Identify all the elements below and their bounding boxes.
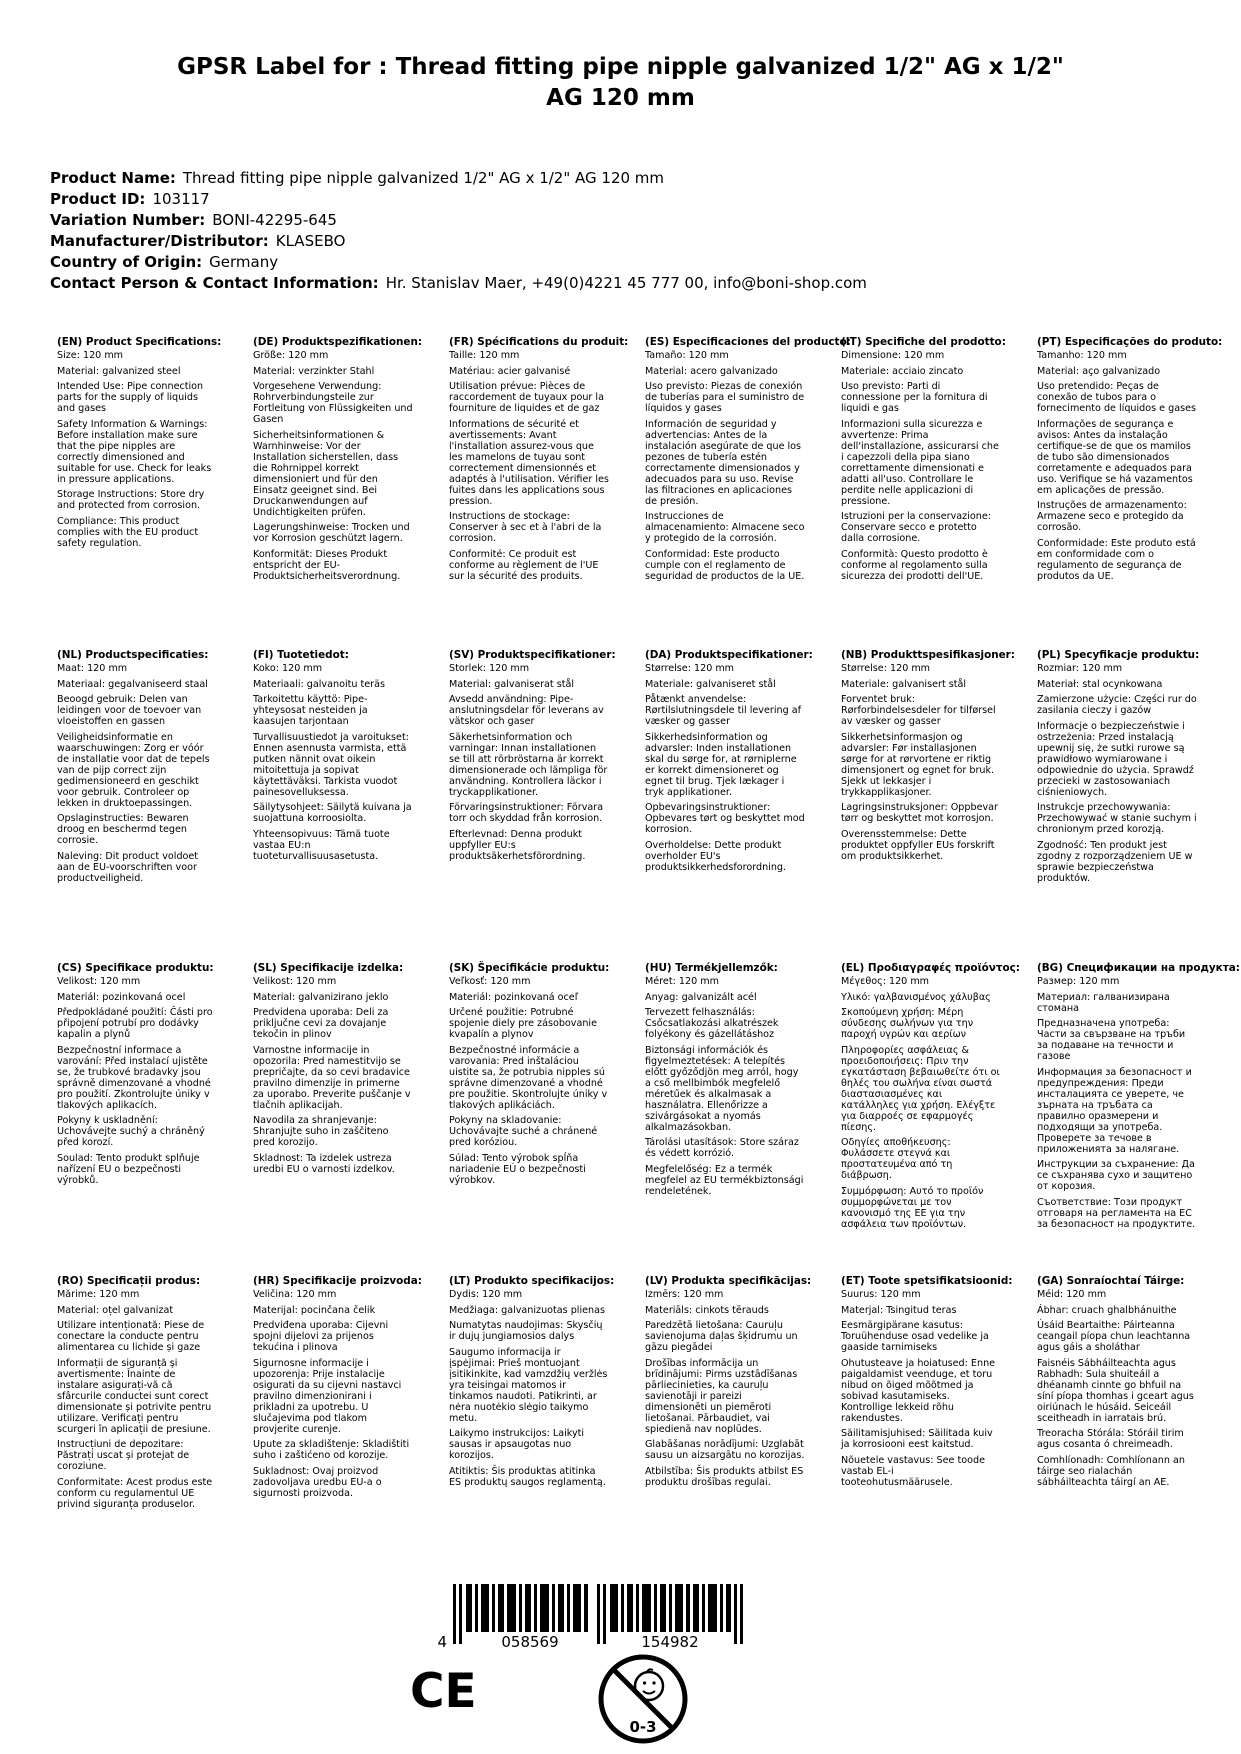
spec-paragraph: Predvidena uporaba: Deli za priključne cevi za dovajanje tekočin in plinov — [253, 1007, 389, 1040]
page-title: GPSR Label for : Thread fitting pipe nipple galvanized 1/2" AG x 1/2" AG 120 mm — [177, 54, 1064, 111]
product-info-value: Hr. Stanislav Maer, +49(0)4221 45 777 00, info@boni-shop.com — [385, 274, 867, 292]
spec-paragraph: Bezpečnostní informace a varování: Před instalací ujistěte se, že trubkové bradavky jsou správně dimenzované a vhodné pro použití. Zkontrolujte úniky v tlakových aplikacích. — [57, 1044, 211, 1111]
spec-block — [841, 336, 1022, 649]
spec-paragraph: Suurus: 120 mm — [841, 1289, 921, 1300]
spec-paragraph: Medžiaga: galvanizuotas plienas — [449, 1304, 605, 1316]
spec-paragraph: Úsáid Beartaithe: Páirteanna ceangail píopa chun leachtanna agus gáis a sholáthar — [1037, 1320, 1191, 1353]
spec-block — [841, 649, 1022, 962]
spec-paragraph: Istruzioni per la conservazione: Conservare secco e protetto dalla corrosione. — [841, 511, 991, 544]
spec-block-header: (GA) Sonraíochtaí Táirge: — [1037, 1275, 1185, 1287]
spec-block-body — [1037, 1289, 1218, 1488]
spec-paragraph: Treoracha Stórála: Stóráil tirim agus cosanta ó chreimeadh. — [1037, 1428, 1184, 1450]
spec-paragraph: Instrukcje przechowywania: Przechowywać w stanie suchym i chronionym przed korozją. — [1037, 802, 1197, 835]
spec-paragraph: Sukladnost: Ovaj proizvod zadovoljava uredbu EU-a o sigurnosti proizvoda. — [253, 1465, 382, 1499]
spec-block-body — [253, 350, 434, 582]
spec-paragraph: Инструкции за съхранение: Да се съхранява сухо и защитено от корозия. — [1037, 1159, 1195, 1192]
spec-block-header: (LT) Produkto specifikacijos: — [449, 1275, 615, 1287]
spec-paragraph: Súlad: Tento výrobok spĺňa nariadenie EÚ o bezpečnosti výrobkov. — [449, 1152, 586, 1186]
spec-paragraph: Materiale: galvanisert stål — [841, 678, 967, 690]
spec-paragraph: Ábhar: cruach ghalbhánuithe — [1037, 1304, 1177, 1316]
spec-paragraph: Rozmiar: 120 mm — [1037, 663, 1123, 674]
spec-paragraph: Vorgesehene Verwendung: Rohrverbindungsteile zur Fortleitung von Flüssigkeiten und Gasen — [253, 381, 413, 425]
spec-block — [57, 336, 238, 649]
spec-paragraph: Efterlevnad: Denna produkt uppfyller EU:s produktsäkerhetsförordning. — [449, 828, 586, 862]
product-info-row — [50, 210, 867, 231]
spec-block — [1037, 649, 1218, 962]
spec-paragraph: Material: galvaniserat stål — [449, 678, 575, 690]
spec-block — [253, 336, 434, 649]
spec-block-body — [57, 976, 238, 1186]
spec-paragraph: Compliance: This product complies with the EU product safety regulation. — [57, 515, 199, 549]
spec-paragraph: Taille: 120 mm — [449, 350, 520, 361]
spec-paragraph: Skladnost: Ta izdelek ustreza uredbi EU o varnosti izdelkov. — [253, 1152, 395, 1175]
spec-paragraph: Sikkerhetsinformasjon og advarsler: Før installasjonen sørge for at rørvortene er riktig dimensjonert og egnet for bruk. Sjekk ut lekkasjer i trykkapplikasjoner. — [841, 731, 995, 798]
spec-paragraph: Размер: 120 mm — [1037, 976, 1120, 987]
spec-paragraph: Σκοπούμενη χρήση: Μέρη σύνδεσης σωλήνων για την παροχή υγρών και αερίων — [841, 1007, 974, 1040]
spec-block-body — [449, 350, 630, 582]
spec-block-body — [841, 350, 1022, 582]
spec-paragraph: Ohutusteave ja hoiatused: Enne paigaldamist veenduge, et toru nibud on õiged mõõtmed ja sobivad kasutamiseks. Kontrollige lekkeid rõhu rakendustes. — [841, 1357, 996, 1424]
spec-paragraph: Material: galvanized steel — [57, 365, 181, 377]
spec-paragraph: Drošības informācija un brīdinājumi: Pirms uzstādīšanas pārliecinieties, ka cauruļu savienotāji ir pareizi dimensionēti un piemēroti lietošanai. Pārbaudiet, vai spiedienā nav noplūdes. — [645, 1357, 798, 1435]
spec-paragraph: Biztonsági információk és figyelmeztetések: A telepítés előtt győződjön meg arról, hogy a cső mellbimbók megfelelő méretűek és alkalmasak a használatra. Ellenőrizze a szivárgásokat a nyomás alkalmazásokban. — [645, 1044, 799, 1133]
spec-paragraph: Comhlíonadh: Comhlíonann an táirge seo rialachán sábháilteachta táirgí an AE. — [1037, 1454, 1185, 1488]
barcode-digits-group1: 058569 — [501, 1633, 559, 1651]
spec-paragraph: Megfelelőség: Ez a termék megfelel az EU termékbiztonsági rendeletének. — [645, 1163, 804, 1197]
spec-paragraph: Utilisation prévue: Pièces de raccordement de tuyaux pour la fourniture de liquides et de gaz — [449, 381, 604, 414]
spec-paragraph: Informacje o bezpieczeństwie i ostrzeżenia: Przed instalacją upewnij się, że sutki rurowe są prawidłowo wymiarowane i odpowiednie do użycia. Sprawdź przecieki w zastosowaniach ciśnieniowych. — [1037, 720, 1194, 798]
spec-block-body — [645, 976, 826, 1197]
spec-paragraph: Intended Use: Pipe connection parts for the supply of liquids and gases — [57, 381, 204, 414]
spec-paragraph: Materiale: galvaniseret stål — [645, 678, 776, 690]
barcode-digits-group2: 154982 — [641, 1633, 699, 1651]
product-info-value: 103117 — [152, 190, 210, 208]
spec-block-header: (EN) Product Specifications: — [57, 336, 222, 348]
spec-block-body — [1037, 663, 1218, 884]
spec-paragraph: Информация за безопасност и предупреждения: Преди инсталацията се уверете, че зърната на тръбата са правилно оразмерени и подходящи за употреба. Проверете за течове в приложенията за налягане. — [1037, 1066, 1192, 1155]
spec-paragraph: Velikost: 120 mm — [57, 976, 141, 987]
spec-block — [1037, 336, 1223, 649]
spec-block-header: (FI) Tuotetiedot: — [253, 649, 349, 661]
spec-block — [841, 1275, 1022, 1514]
spec-paragraph: Varnostne informacije in opozorila: Pred namestitvijo se prepričajte, da so cevi bradavice pravilno dimenzije in primerne za uporabo. Preverite puščanje v tlačnih aplikacijah. — [253, 1044, 411, 1111]
spec-paragraph: Anyag: galvanizált acél — [645, 991, 757, 1003]
spec-paragraph: Opbevaringsinstruktioner: Opbevares tørt og beskyttet mod korrosion. — [645, 802, 805, 835]
spec-block-body — [57, 350, 238, 549]
spec-paragraph: Información de seguridad y advertencias: Antes de la instalación asegúrate de que los pezones de tubería estén correctamente dimensionados y adecuados para su uso. Revise las filtraciones en aplicaciones de presión. — [645, 418, 802, 507]
product-info-row — [50, 252, 867, 273]
spec-block-body — [449, 976, 630, 1186]
spec-paragraph: Navodila za shranjevanje: Shranjujte suho in zaščiteno pred korozijo. — [253, 1115, 389, 1148]
spec-paragraph: Mărime: 120 mm — [57, 1289, 140, 1300]
spec-paragraph: Veiligheidsinformatie en waarschuwingen: Zorg er vóór de installatie voor dat de tepels van de pijp correct zijn gedimensioneerd en geschikt voor gebruik. Controleer op lekken in druktoepassingen. — [57, 731, 210, 809]
spec-block-body — [253, 663, 434, 862]
spec-paragraph: Storage Instructions: Store dry and protected from corrosion. — [57, 489, 205, 511]
spec-paragraph: Izmērs: 120 mm — [645, 1289, 724, 1300]
spec-paragraph: Materjal: Tsingitud teras — [841, 1304, 957, 1316]
spec-paragraph: Informazioni sulla sicurezza e avvertenze: Prima dell'installazione, assicurarsi che i capezzoli della pipa siano correttamente dimensionati e adatti all'uso. Controllare le perdite nelle applicazioni di pressione. — [841, 418, 999, 507]
product-info-row — [50, 168, 867, 189]
spec-block-header: (EL) Προδιαγραφές προϊόντος: — [841, 962, 1020, 974]
spec-paragraph: Soulad: Tento produkt splňuje nařízení EU o bezpečnosti výrobků. — [57, 1152, 200, 1186]
product-info-value: KLASEBO — [275, 232, 346, 250]
spec-paragraph: Dydis: 120 mm — [449, 1289, 523, 1300]
spec-block-header: (LV) Produkta specifikācijas: — [645, 1275, 812, 1287]
spec-paragraph: Predviđena uporaba: Cijevni spojni dijelovi za prijenos tekućina i plinova — [253, 1320, 389, 1353]
language-specs-grid — [57, 336, 1240, 1514]
spec-block-header: (PT) Especificações do produto: — [1037, 336, 1223, 348]
spec-paragraph: Méret: 120 mm — [645, 976, 719, 987]
spec-paragraph: Size: 120 mm — [57, 350, 124, 361]
spec-block-header: (SK) Špecifikácie produktu: — [449, 962, 610, 974]
spec-paragraph: Tamanho: 120 mm — [1037, 350, 1127, 361]
spec-paragraph: Sikkerhedsinformation og advarsler: Inden installationen skal du sørge for, at rørniplerne er korrekt dimensioneret og egnet til brug. Tjek lækager i tryk applikationer. — [645, 731, 797, 798]
spec-paragraph: Paredzētā lietošana: Cauruļu savienojuma daļas šķidrumu un gāzu piegādei — [645, 1320, 798, 1353]
spec-block-header: (DE) Produktspezifikationen: — [253, 336, 422, 348]
spec-block — [253, 1275, 434, 1514]
spec-paragraph: Påtænkt anvendelse: Rørtilslutningsdele til levering af væsker og gasser — [645, 694, 801, 727]
spec-paragraph: Upute za skladištenje: Skladištiti suho i zaštićeno od korozije. — [253, 1439, 410, 1461]
spec-block-body — [57, 1289, 238, 1510]
spec-paragraph: Avsedd användning: Pipe-anslutningsdelar för leverans av vätskor och gaser — [449, 694, 604, 727]
spec-block — [1037, 1275, 1218, 1514]
spec-paragraph: Faisnéis Sábháilteachta agus Rabhadh: Sula shuiteáil a dhéanamh cinnte go bhfuil na síní píopa thomhas i gceart agus oiriúnach le húsáid. Seiceáil sceitheadh in iarratais brú. — [1037, 1357, 1194, 1424]
spec-paragraph: Lagerungshinweise: Trocken und vor Korrosion geschützt lagern. — [253, 522, 410, 544]
spec-block-body — [841, 976, 1022, 1230]
spec-block — [645, 336, 851, 649]
spec-block — [645, 1275, 826, 1514]
spec-paragraph: Maat: 120 mm — [57, 663, 128, 674]
spec-block — [841, 962, 1022, 1275]
spec-block-header: (ET) Toote spetsifikatsioonid: — [841, 1275, 1013, 1287]
spec-paragraph: Materijal: pocinčana čelik — [253, 1304, 376, 1316]
product-info — [50, 168, 867, 294]
spec-paragraph: Conformidade: Este produto está em conformidade com o regulamento de segurança de produtos da UE. — [1037, 537, 1196, 582]
spec-paragraph: Eesmärgipärane kasutus: Toruühenduse osad vedelike ja gaaside tarnimiseks — [841, 1320, 989, 1353]
spec-paragraph: Μέγεθος: 120 mm — [841, 976, 930, 987]
spec-paragraph: Bezpečnostné informácie a varovania: Pred inštaláciou uistite sa, že potrubia nipples sú správne dimenzované a vhodné pre použitie. Skontrolujte úniky v tlakových aplikáciách. — [449, 1044, 608, 1111]
spec-block-header: (NB) Produkttspesifikasjoner: — [841, 649, 1015, 661]
spec-paragraph: Instruções de armazenamento: Armazene seco e protegido da corrosão. — [1037, 500, 1187, 533]
spec-paragraph: Tarkoitettu käyttö: Pipe-yhteysosat nesteiden ja kaasujen tarjontaan — [253, 694, 368, 727]
spec-paragraph: Instrucciones de almacenamiento: Almacene seco y protegido de la corrosión. — [645, 511, 805, 544]
spec-block-header: (CS) Specifikace produktu: — [57, 962, 214, 974]
spec-block — [449, 1275, 630, 1514]
spec-paragraph: Materiál: pozinkovaná oceľ — [449, 991, 579, 1003]
spec-block — [57, 1275, 238, 1514]
spec-block — [1037, 962, 1240, 1275]
spec-paragraph: Οδηγίες αποθήκευσης: Φυλάσσετε στεγνά και προστατευμένα από τη διάβρωση. — [841, 1137, 953, 1181]
spec-block-body — [449, 1289, 630, 1488]
spec-paragraph: Laikymo instrukcijos: Laikyti sausas ir apsaugotas nuo korozijos. — [449, 1428, 585, 1461]
spec-paragraph: Atitiktis: Šis produktas atitinka ES produktų saugos reglamentą. — [449, 1465, 606, 1488]
spec-paragraph: Conformidad: Este producto cumple con el reglamento de seguridad de productos de la UE. — [645, 548, 805, 582]
product-info-row — [50, 189, 867, 210]
product-info-label: Product Name: — [50, 169, 176, 187]
spec-block-body — [841, 663, 1022, 862]
spec-block-body — [253, 976, 434, 1175]
spec-block-header: (BG) Спецификации на продукта: — [1037, 962, 1240, 974]
spec-paragraph: Conformitate: Acest produs este conform cu regulamentul UE privind siguranța produselor. — [57, 1476, 213, 1510]
spec-paragraph: Dimensione: 120 mm — [841, 350, 945, 361]
spec-paragraph: Съответствие: Този продукт отговаря на регламента на ЕС за безопасност на продуктите. — [1037, 1196, 1196, 1230]
spec-paragraph: Matériau: acier galvanisé — [449, 365, 571, 377]
spec-paragraph: Förvaringsinstruktioner: Förvara torr och skyddad från korrosion. — [449, 802, 604, 824]
spec-block — [449, 962, 630, 1275]
spec-block-header: (FR) Spécifications du produit: — [449, 336, 629, 348]
spec-block-header: (PL) Specyfikacje produktu: — [1037, 649, 1200, 661]
spec-block-body — [1037, 976, 1218, 1230]
spec-block-header: (DA) Produktspecifikationer: — [645, 649, 813, 661]
spec-paragraph: Předpokládané použití: Části pro připojení potrubí pro dodávky kapalin a plynů — [57, 1007, 213, 1040]
spec-paragraph: Safety Information & Warnings: Before installation make sure that the pipe nipples are correctly dimensioned and suitable for use. Check for leaks in pressure applications. — [57, 418, 212, 485]
spec-paragraph: Forventet bruk: Rørforbindelsesdeler for tilførsel av væsker og gasser — [841, 694, 996, 727]
spec-paragraph: Material: verzinkter Stahl — [253, 365, 375, 377]
spec-paragraph: Velikost: 120 mm — [253, 976, 337, 987]
spec-paragraph: Yhteensopivuus: Tämä tuote vastaa EU:n tuoteturvallisuusasetusta. — [253, 828, 390, 862]
spec-paragraph: Storlek: 120 mm — [449, 663, 530, 674]
spec-paragraph: Zamierzone użycie: Części rur do zasilania cieczy i gazów — [1037, 694, 1197, 716]
spec-paragraph: Naleving: Dit product voldoet aan de EU-voorschriften voor productveiligheid. — [57, 850, 199, 884]
spec-paragraph: Συμμόρφωση: Αυτό το προϊόν συμμορφώνεται με τον κανονισμό της ΕΕ για την ασφάλεια των προϊόντων. — [841, 1185, 984, 1230]
spec-paragraph: Größe: 120 mm — [253, 350, 329, 361]
spec-paragraph: Instrucțiuni de depozitare: Păstrați uscat și protejat de coroziune. — [57, 1439, 190, 1472]
spec-paragraph: Nõuetele vastavus: See toode vastab EL-i tooteohutusmäärusele. — [841, 1454, 985, 1488]
ce-mark-label: CE — [410, 1664, 477, 1719]
spec-block — [449, 649, 630, 962]
spec-paragraph: Conformité: Ce produit est conforme au règlement de l'UE sur la sécurité des produits. — [449, 548, 599, 582]
spec-block-header: (HU) Termékjellemzők: — [645, 962, 778, 974]
product-info-label: Country of Origin: — [50, 253, 203, 271]
product-info-label: Contact Person & Contact Information: — [50, 274, 379, 292]
spec-paragraph: Turvallisuustiedot ja varoitukset: Ennen asennusta varmista, että putken nännit ovat oikein mitoitettuja ja sopivat käytettäväksi. Tarkista vuodot painesovelluksessa. — [253, 731, 409, 798]
spec-paragraph: Materiale: acciaio zincato — [841, 365, 964, 377]
spec-block — [645, 649, 826, 962]
spec-paragraph: Sigurnosne informacije i upozorenja: Prije instalacije osigurati da su cijevni nastavci pravilno dimenzionirani i prikladni za upotrebu. U slučajevima pod tlakom provjerite curenje. — [253, 1357, 402, 1435]
barcode-digit-prefix: 4 — [437, 1633, 447, 1651]
spec-block — [57, 649, 238, 962]
spec-paragraph: Informations de sécurité et avertissements: Avant l'installation assurez-vous que les mamelons de tuyau sont correctement dimensionnés et adaptés à l'utilisation. Vérifier les fuites dans les applications sous pression. — [449, 418, 609, 507]
spec-paragraph: Instructions de stockage: Conserver à sec et à l'abri de la corrosion. — [449, 511, 602, 544]
spec-paragraph: Saugumo informacija ir įspėjimai: Prieš montuojant įsitikinkite, kad vamzdžių veržlės yra teisingai matomos ir tinkamos naudoti. Patikrinti, ar nėra nuotėkio slėgio taikymo metu. — [449, 1346, 608, 1424]
spec-paragraph: Säkerhetsinformation och varningar: Innan installationen se till att rörbröstarna är korrekt dimensionerade och lämpliga för användning. Kontrollera läckor i tryckapplikationer. — [449, 731, 608, 798]
spec-paragraph: Veľkosť: 120 mm — [449, 976, 531, 987]
spec-paragraph: Материал: галванизирана стомана — [1037, 991, 1170, 1014]
spec-block-header: (RO) Specificații produs: — [57, 1275, 201, 1287]
product-info-label: Manufacturer/Distributor: — [50, 232, 269, 250]
spec-paragraph: Informații de siguranță și avertismente: Înainte de instalare asigurați-vă că sfârcurile conductei sunt corect dimensionate și potrivite pentru utilizare. Verificați pentru scurgeri în aplicații de presiune. — [57, 1357, 212, 1435]
spec-paragraph: Méid: 120 mm — [1037, 1289, 1107, 1300]
spec-paragraph: Beoogd gebruik: Delen van leidingen voor de toevoer van vloeistoffen en gassen — [57, 694, 202, 727]
spec-paragraph: Lagringsinstruksjoner: Oppbevar tørr og beskyttet mot korrosjon. — [841, 802, 998, 824]
barcode-bars — [433, 1584, 745, 1652]
spec-paragraph: Πληροφορίες ασφάλειας & προειδοποιήσεις: Πριν την εγκατάσταση βεβαιωθείτε ότι οι θηλές του σωλήνα είναι σωστά διαστασιασμένες και κατάλληλες για χρήση. Ελέγξτε για διαρροές σε εφαρμογές πίεσης. — [841, 1044, 1000, 1133]
spec-block-body — [645, 1289, 826, 1488]
spec-paragraph: Konformität: Dieses Produkt entspricht der EU-Produktsicherheitsverordnung. — [253, 548, 401, 582]
spec-block-body — [449, 663, 630, 862]
spec-block-header: (IT) Specifiche del prodotto: — [841, 336, 1006, 348]
spec-block-header: (NL) Productspecificaties: — [57, 649, 209, 661]
spec-paragraph: Pokyny k uskladnění: Uchovávejte suchý a chráněný před korozí. — [57, 1115, 205, 1148]
spec-block-header: (HR) Specifikacije proizvoda: — [253, 1275, 422, 1287]
product-info-value: Germany — [209, 253, 279, 271]
spec-paragraph: Säilytysohjeet: Säilytä kuivana ja suojattuna korroosiolta. — [253, 802, 412, 824]
spec-paragraph: Størrelse: 120 mm — [841, 663, 931, 674]
spec-paragraph: Materiaali: galvanoitu teräs — [253, 678, 385, 690]
spec-block — [253, 962, 434, 1275]
spec-paragraph: Overensstemmelse: Dette produktet oppfyller EUs forskrift om produktsikkerhet. — [841, 828, 995, 862]
spec-paragraph: Materiāls: cinkots tērauds — [645, 1304, 769, 1316]
product-info-label: Product ID: — [50, 190, 146, 208]
spec-block-header: (SL) Specifikacije izdelka: — [253, 962, 404, 974]
spec-block-body — [645, 350, 826, 582]
spec-block — [57, 962, 238, 1275]
spec-paragraph: Tamaño: 120 mm — [645, 350, 729, 361]
spec-paragraph: Určené použitie: Potrubné spojenie diely pre zásobovanie kvapalín a plynov — [449, 1007, 597, 1040]
spec-paragraph: Υλικό: γαλβανισμένος χάλυβας — [841, 991, 991, 1003]
spec-paragraph: Zgodność: Ten produkt jest zgodny z rozporządzeniem UE w sprawie bezpieczeństwa produktów. — [1037, 839, 1193, 884]
product-info-label: Variation Number: — [50, 211, 206, 229]
spec-block — [253, 649, 434, 962]
spec-paragraph: Sicherheitsinformationen & Warnhinweise: Vor der Installation sicherstellen, dass die Rohrnippel korrekt dimensioniert und für den Einsatz geeignet sind. Bei Druckanwendungen auf Undichtigkeiten prüfen. — [253, 429, 399, 518]
ce-mark-icon — [410, 1660, 480, 1720]
spec-paragraph: Uso pretendido: Peças de conexão de tubos para o fornecimento de líquidos e gases — [1037, 381, 1196, 414]
spec-paragraph: Conformità: Questo prodotto è conforme al regolamento sulla sicurezza dei prodotti dell'UE. — [841, 548, 988, 582]
spec-block-body — [253, 1289, 434, 1499]
spec-block-header: (ES) Especificaciones del producto: — [645, 336, 851, 348]
spec-paragraph: Veličina: 120 mm — [253, 1289, 337, 1300]
spec-paragraph: Atbilstība: Šis produkts atbilst ES produktu drošības regulai. — [645, 1465, 804, 1488]
spec-paragraph: Overholdelse: Dette produkt overholder EU's produktsikkerhedsforordning. — [645, 839, 787, 873]
product-info-value: BONI-42295-645 — [212, 211, 337, 229]
spec-block — [449, 336, 630, 649]
spec-paragraph: Materiaal: gegalvaniseerd staal — [57, 678, 208, 690]
spec-paragraph: Størrelse: 120 mm — [645, 663, 735, 674]
product-info-row — [50, 273, 867, 294]
product-info-value: Thread fitting pipe nipple galvanized 1/2" AG x 1/2" AG 120 mm — [182, 169, 665, 187]
spec-block-body — [841, 1289, 1022, 1488]
age-warning-label: 0-3 — [629, 1718, 657, 1736]
spec-paragraph: Materiał: stal ocynkowana — [1037, 678, 1163, 690]
spec-paragraph: Uso previsto: Parti di connessione per la fornitura di liquidi e gas — [841, 381, 988, 414]
spec-block-body — [1037, 350, 1218, 582]
product-info-row — [50, 231, 867, 252]
spec-block-body — [645, 663, 826, 873]
spec-paragraph: Pokyny na skladovanie: Uchovávajte suché a chránené pred koróziou. — [449, 1115, 598, 1148]
spec-block-body — [57, 663, 238, 884]
spec-block-header: (SV) Produktspecifikationer: — [449, 649, 616, 661]
spec-paragraph: Informações de segurança e avisos: Antes da instalação certifique-se de que os mamilos de tubo são dimensionados corretamente e adequados para uso. Verifique se há vazamentos em aplicações de pressão. — [1037, 418, 1193, 496]
spec-paragraph: Materiál: pozinkovaná ocel — [57, 991, 186, 1003]
spec-paragraph: Opslaginstructies: Bewaren droog en beschermd tegen corrosie. — [57, 813, 189, 846]
spec-paragraph: Uso previsto: Piezas de conexión de tuberías para el suministro de líquidos y gases — [645, 381, 805, 414]
spec-paragraph: Numatytas naudojimas: Skysčių ir dujų jungiamosios dalys — [449, 1320, 603, 1342]
spec-block — [645, 962, 826, 1275]
barcode — [433, 1584, 745, 1652]
spec-paragraph: Tervezett felhasználás: Csőcsatlakozási alkatrészek folyékony és gázellátáshoz — [645, 1007, 779, 1040]
spec-paragraph: Предназначена употреба: Части за свързване на тръби за подаване на течности и газове — [1037, 1018, 1186, 1062]
spec-paragraph: Material: acero galvanizado — [645, 365, 778, 377]
spec-paragraph: Utilizare intenționată: Piese de conectare la conducte pentru alimentarea cu lichide și gaze — [57, 1320, 205, 1353]
spec-paragraph: Koko: 120 mm — [253, 663, 323, 674]
spec-paragraph: Material: oțel galvanizat — [57, 1304, 174, 1316]
spec-paragraph: Glabāšanas norādījumi: Uzglabāt sausu un aizsargātu no korozijas. — [645, 1439, 805, 1461]
spec-paragraph: Säilitamisjuhised: Säilitada kuiv ja korrosiooni eest kaitstud. — [841, 1428, 993, 1450]
spec-paragraph: Material: aço galvanizado — [1037, 365, 1161, 377]
spec-paragraph: Material: galvanizirano jeklo — [253, 991, 389, 1003]
age-warning-icon — [596, 1652, 690, 1746]
spec-paragraph: Tárolási utasítások: Store száraz és védett korrózió. — [645, 1137, 799, 1159]
